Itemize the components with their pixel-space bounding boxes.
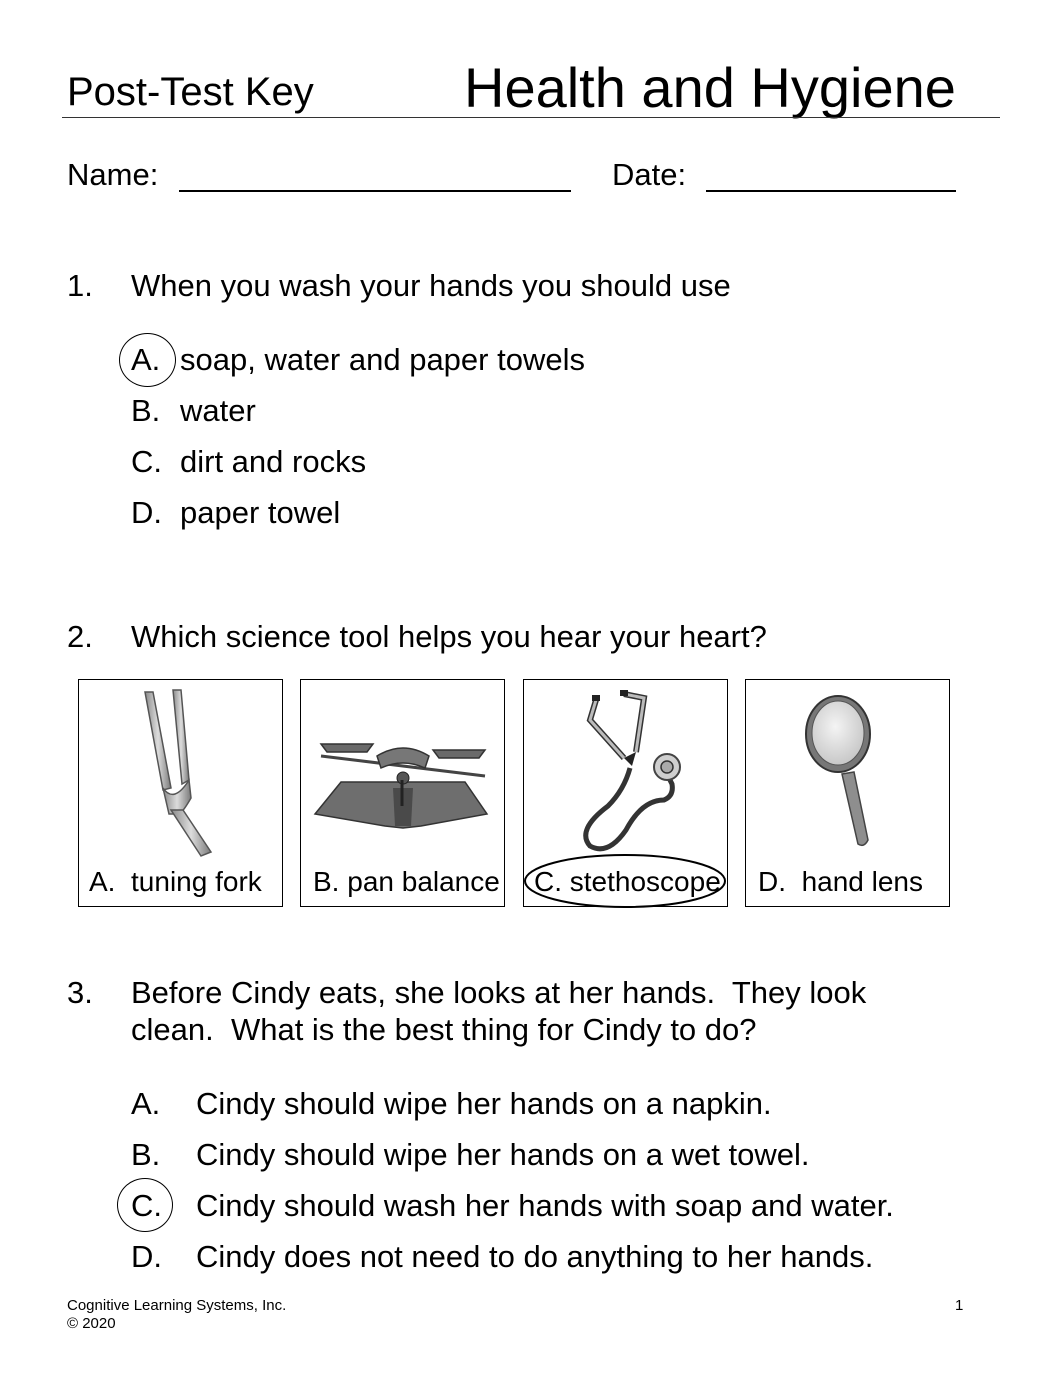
q1-option-b-letter: B. [131, 393, 161, 428]
answer-circle [522, 851, 730, 911]
page-number: 1 [955, 1297, 964, 1314]
q3-option-c-text: Cindy should wash her hands with soap and water. [196, 1188, 894, 1223]
q1-option-d-text: paper towel [180, 495, 341, 530]
page-title: Health and Hygiene [464, 56, 956, 119]
q2-option-a-text: tuning fork [131, 866, 262, 897]
q2-option-b-card [300, 679, 505, 907]
q2-option-d-letter: D. [758, 866, 786, 897]
question-3-text-line1: Before Cindy eats, she looks at her hands. They look [131, 975, 867, 1010]
q2-option-c-text: stethoscope [569, 866, 721, 897]
question-2-number: 2. [67, 619, 93, 654]
q2-option-d-card [745, 679, 950, 907]
q2-option-d-label [758, 866, 923, 898]
q1-option-a-text: soap, water and paper towels [180, 342, 585, 377]
q2-option-c-letter: C. [534, 866, 562, 897]
question-1-number: 1. [67, 268, 93, 303]
q3-option-b-text: Cindy should wipe her hands on a wet towel. [196, 1137, 810, 1172]
header-divider [62, 117, 1000, 118]
q1-option-c-letter: C. [131, 444, 162, 479]
question-3-text-line2: clean. What is the best thing for Cindy to do? [131, 1012, 757, 1047]
date-label: Date: [612, 157, 687, 192]
q3-option-a-letter: A. [131, 1086, 161, 1121]
q2-option-a-letter: A. [89, 866, 116, 897]
question-2-text: Which science tool helps you hear your heart? [131, 619, 767, 654]
name-field[interactable] [179, 190, 571, 192]
q2-option-b-letter: B. [313, 866, 340, 897]
q1-option-c-text: dirt and rocks [180, 444, 367, 479]
q3-option-d-letter: D. [131, 1239, 162, 1274]
q2-option-d-text: hand lens [801, 866, 923, 897]
footer-copyright: © 2020 [67, 1315, 116, 1332]
question-1-text: When you wash your hands you should use [131, 268, 731, 303]
q3-option-a-text: Cindy should wipe her hands on a napkin. [196, 1086, 772, 1121]
q1-option-b-text: water [180, 393, 256, 428]
q1-option-a-letter: A. [131, 342, 161, 377]
q1-option-d-letter: D. [131, 495, 162, 530]
q2-option-a-card [78, 679, 283, 907]
q3-option-c-letter: C. [131, 1188, 162, 1223]
date-field[interactable] [706, 190, 956, 192]
q3-option-b-letter: B. [131, 1137, 161, 1172]
q2-option-b-text: pan balance [347, 866, 500, 897]
footer-publisher: Cognitive Learning Systems, Inc. [67, 1297, 287, 1314]
test-type-label: Post-Test Key [67, 70, 314, 114]
question-3-number: 3. [67, 975, 93, 1010]
q2-option-a-label [89, 866, 262, 898]
q3-option-d-text: Cindy does not need to do anything to her hands. [196, 1239, 874, 1274]
name-label: Name: [67, 157, 159, 192]
q2-option-b-label [313, 866, 500, 898]
